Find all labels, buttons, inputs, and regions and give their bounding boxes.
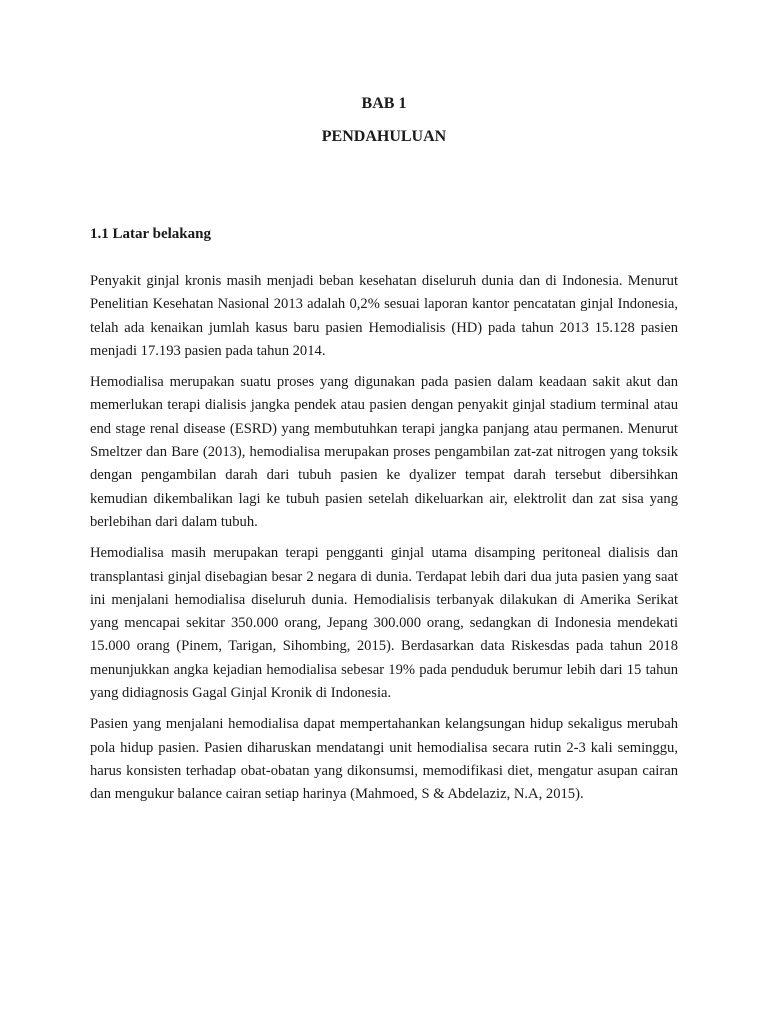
chapter-number: BAB 1	[361, 95, 407, 112]
section-heading: 1.1 Latar belakang	[90, 226, 211, 242]
paragraph-4: Pasien yang menjalani hemodialisa dapat mempertahankan kelangsungan hidup sekaligus merubah pola hidup pasien. Pasien diharuskan mendatangi unit hemodialisa secara rutin 2-3 kali seminggu, harus konsisten terhadap obat-obatan yang dikonsumsi, memodifikasi diet, mengatur asupan cairan dan mengukur balance cairan setiap harinya (Mahmoed, S & Abdelaziz, N.A, 2015).	[90, 716, 678, 803]
paragraph-3: Hemodialisa masih merupakan terapi pengganti ginjal utama disamping peritoneal dialisis dan transplantasi ginjal disebagian besar 2 negara di dunia. Terdapat lebih dari dua juta pasien yang saat ini menjalani hemodialisa diseluruh dunia. Hemodialisis terbanyak dilakukan di Amerika Serikat yang mencapai sekitar 350.000 orang, Jepang 300.000 orang, sedangkan di Indonesia mendekati 15.000 orang (Pinem, Tarigan, Sihombing, 2015). Berdasarkan data Riskesdas pada tahun 2018 menunjukkan angka kejadian hemodialisa sebesar 19% pada penduduk berumur lebih dari 15 tahun yang didiagnosis Gagal Ginjal Kronik di Indonesia.	[90, 545, 678, 702]
document-body	[90, 270, 678, 815]
chapter-title: PENDAHULUAN	[321, 128, 447, 145]
paragraph-2: Hemodialisa merupakan suatu proses yang digunakan pada pasien dalam keadaan sakit akut dan memerlukan terapi dialisis jangka pendek atau pasien dengan penyakit ginjal stadium terminal atau end stage renal disease (ESRD) yang membutuhkan terapi jangka panjang atau permanen. Menurut Smeltzer dan Bare (2013), hemodialisa merupakan proses pengambilan zat-zat nitrogen yang toksik dengan pengambilan darah dari tubuh pasien ke dyalizer tempat darah tersebut dibersihkan kemudian dikembalikan lagi ke tubuh pasien setelah dikeluarkan air, elektrolit dan zat sisa yang berlebihan dari dalam tubuh.	[90, 374, 678, 530]
paragraph-1: Penyakit ginjal kronis masih menjadi beban kesehatan diseluruh dunia dan di Indonesia. Menurut Penelitian Kesehatan Nasional 2013 adalah 0,2% sesuai laporan kantor pencatatan ginjal Indonesia, telah ada kenaikan jumlah kasus baru pasien Hemodialisis (HD) pada tahun 2013 15.128 pasien menjadi 17.193 pasien pada tahun 2014.	[90, 273, 678, 359]
